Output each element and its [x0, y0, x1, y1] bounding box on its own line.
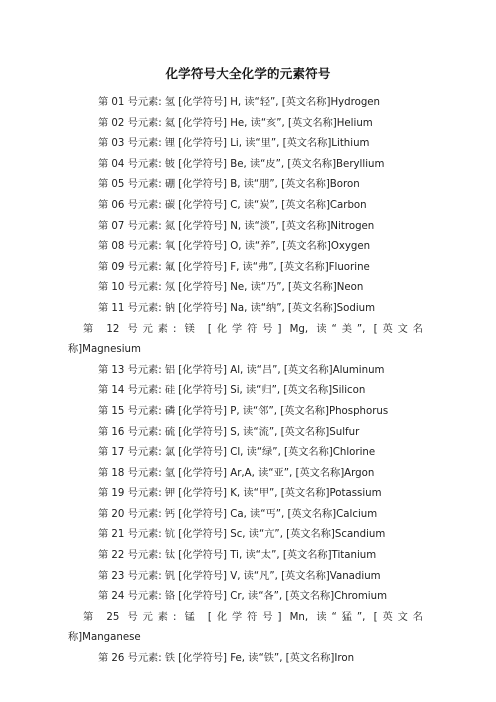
element-line-25-continued: 称]Manganese — [68, 632, 141, 644]
element-line-26: 第 26 号元素: 铁 [化学符号] Fe, 读“铁”, [英文名称]Iron — [98, 653, 355, 665]
element-line-08: 第 08 号元素: 氧 [化学符号] O, 读“养”, [英文名称]Oxygen — [98, 241, 371, 253]
element-line-03: 第 03 号元素: 锂 [化学符号] Li, 读“里”, [英文名称]Lithium — [98, 138, 370, 150]
element-line-24: 第 24 号元素: 铬 [化学符号] Cr, 读“各”, [英文名称]Chromium — [98, 591, 388, 603]
element-line-20: 第 20 号元素: 钙 [化学符号] Ca, 读“丐”, [英文名称]Calcium — [98, 508, 378, 520]
element-line-04: 第 04 号元素: 铍 [化学符号] Be, 读“皮”, [英文名称]Beryllium — [98, 158, 385, 170]
element-line-12-continued: 称]Magnesium — [68, 344, 141, 356]
element-line-16: 第 16 号元素: 硫 [化学符号] S, 读“流”, [英文名称]Sulfur — [98, 426, 360, 438]
element-line-05: 第 05 号元素: 硼 [化学符号] B, 读“朋”, [英文名称]Boron — [98, 179, 360, 191]
element-line-17: 第 17 号元素: 氯 [化学符号] Cl, 读“绿”, [英文名称]Chlorine — [98, 447, 376, 459]
element-line-18: 第 18 号元素: 氩 [化学符号] Ar,A, 读“亚”, [英文名称]Argon — [98, 467, 375, 479]
element-line-15: 第 15 号元素: 磷 [化学符号] P, 读“邻”, [英文名称]Phosphorus — [98, 405, 389, 417]
element-line-07: 第 07 号元素: 氮 [化学符号] N, 读“淡”, [英文名称]Nitrogen — [98, 220, 375, 232]
element-line-06: 第 06 号元素: 碳 [化学符号] C, 读“炭”, [英文名称]Carbon — [98, 199, 367, 211]
element-line-01: 第 01 号元素: 氢 [化学符号] H, 读“轻”, [英文名称]Hydrogen — [98, 97, 381, 108]
element-list — [68, 93, 423, 670]
element-line-25: 第 25 号元素: 锰 [化学符号] Mn, 读“猛”, [英文名 — [83, 611, 423, 623]
element-line-09: 第 09 号元素: 氟 [化学符号] F, 读“弗”, [英文名称]Fluorine — [98, 261, 370, 273]
element-line-10: 第 10 号元素: 氖 [化学符号] Ne, 读“乃”, [英文名称]Neon — [98, 282, 364, 294]
element-line-12: 第 12 号元素: 镁 [化学符号] Mg, 读“美”, [英文名 — [83, 323, 423, 335]
element-line-02: 第 02 号元素: 氦 [化学符号] He, 读“亥”, [英文名称]Helium — [98, 117, 373, 129]
element-line-21: 第 21 号元素: 钪 [化学符号] Sc, 读“亢”, [英文名称]Scandium — [98, 529, 386, 541]
element-line-14: 第 14 号元素: 硅 [化学符号] Si, 读“归”, [英文名称]Silicon — [98, 385, 366, 397]
element-line-11: 第 11 号元素: 钠 [化学符号] Na, 读“纳”, [英文名称]Sodium — [98, 302, 376, 314]
element-line-22: 第 22 号元素: 钛 [化学符号] Ti, 读“太”, [英文名称]Titanium — [98, 550, 377, 562]
element-line-13: 第 13 号元素: 铝 [化学符号] Al, 读“吕”, [英文名称]Aluminum — [98, 364, 385, 376]
document-title: 化学符号大全化学的元素符号 — [165, 66, 331, 81]
element-line-19: 第 19 号元素: 钾 [化学符号] K, 读“甲”, [英文名称]Potassium — [98, 488, 382, 500]
element-line-23: 第 23 号元素: 钒 [化学符号] V, 读“凡”, [英文名称]Vanadium — [98, 570, 381, 582]
